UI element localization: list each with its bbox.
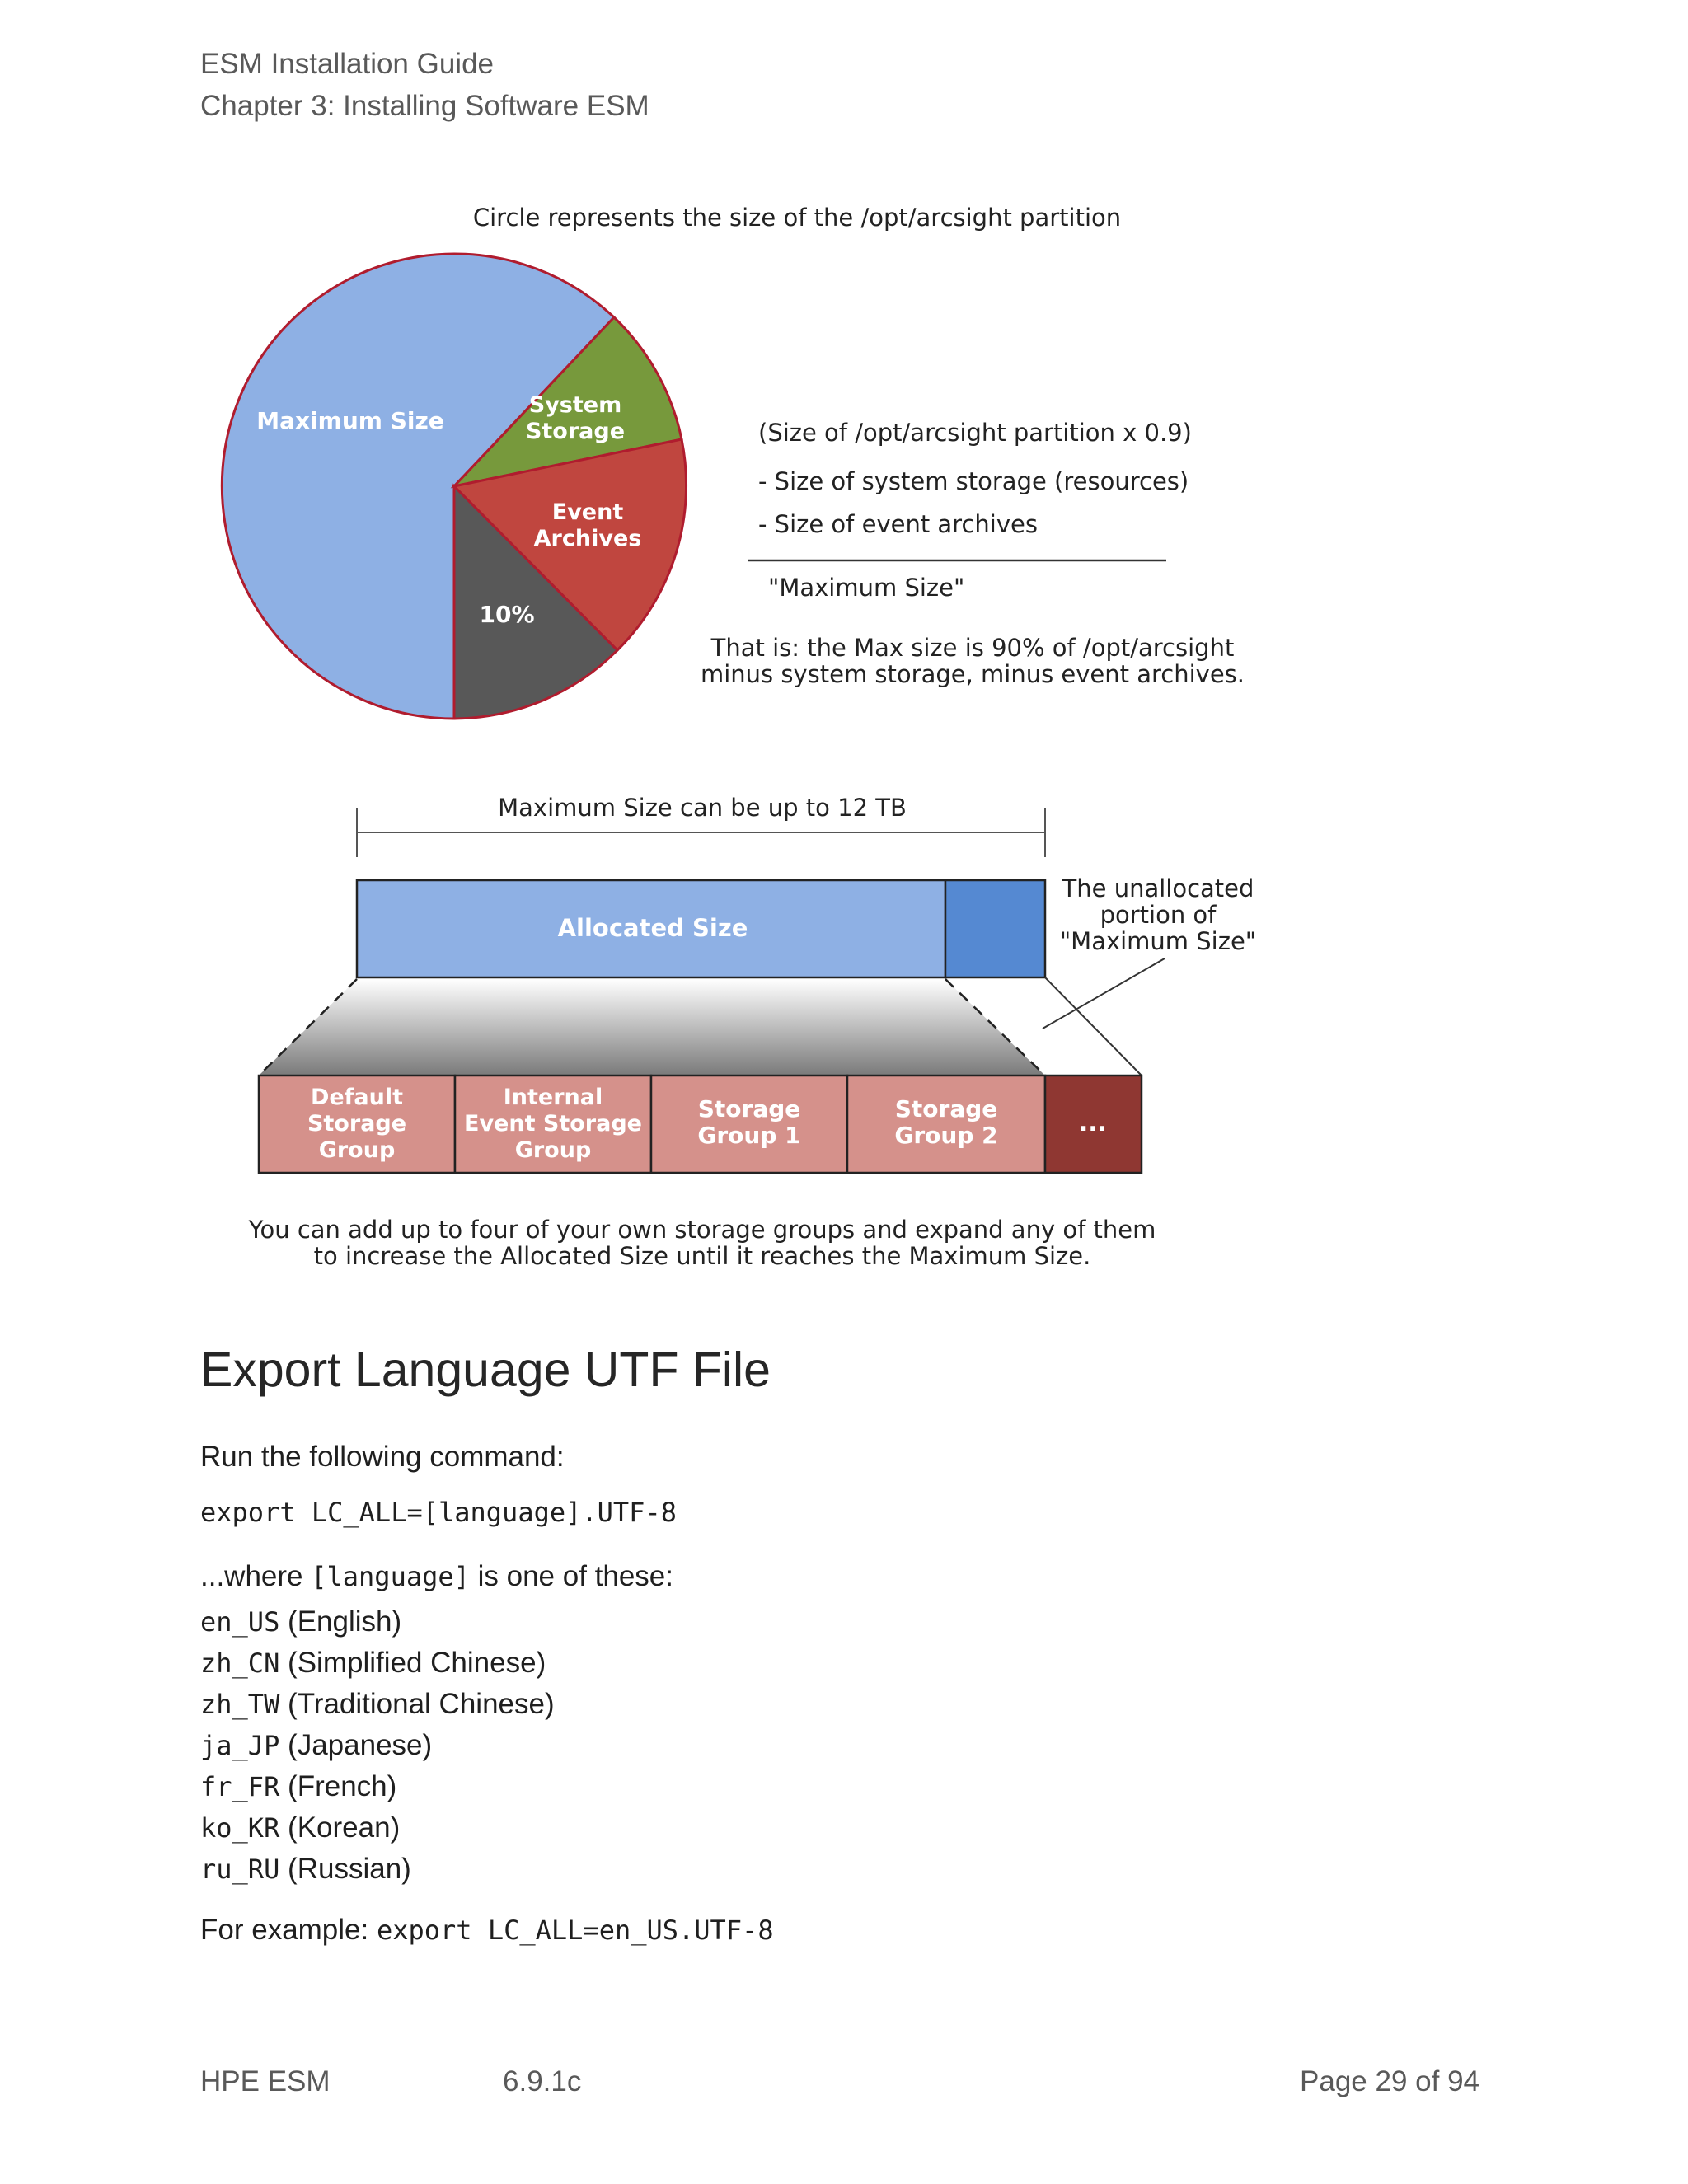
footer-version: 6.9.1c (503, 2065, 582, 2097)
language-name: (English) (279, 1605, 402, 1638)
list-item (200, 1807, 555, 1849)
max-size-span-label: Maximum Size can be up to 12 TB (498, 794, 907, 822)
footer-page-number: Page 29 of 94 (1300, 2065, 1479, 2097)
where-prefix: ...where (200, 1560, 312, 1592)
example-prefix: For example: (200, 1914, 377, 1946)
language-code: fr_FR (200, 1771, 280, 1802)
language-code: ru_RU (200, 1854, 280, 1885)
pie-label-maximum-size: Maximum Size (256, 407, 444, 434)
unallocated-note-3: "Maximum Size" (1059, 927, 1257, 955)
where-suffix: is one of these: (469, 1560, 673, 1592)
language-code: zh_CN (200, 1647, 280, 1679)
example-code: export LC_ALL=en_US.UTF-8 (376, 1915, 774, 1946)
figure-bottom-caption-2: to increase the Allocated Size until it reaches the Maximum Size. (313, 1242, 1091, 1270)
group-internal-label-2: Event Storage (464, 1111, 642, 1137)
pie-label-system-storage-2: Storage (525, 419, 626, 444)
expansion-fade (259, 979, 1045, 1076)
formula-explain-1: That is: the Max size is 90% of /opt/arcsight (710, 634, 1235, 662)
language-name: (Japanese) (279, 1729, 433, 1761)
where-code: [language] (311, 1561, 470, 1592)
language-name: (Korean) (279, 1811, 401, 1844)
group-default-label-1: Default (310, 1085, 404, 1110)
pie-caption: Circle represents the size of the /opt/arcsight partition (472, 204, 1122, 232)
list-item (200, 1601, 555, 1643)
language-code: en_US (200, 1606, 280, 1638)
list-item (200, 1725, 555, 1766)
pie-label-reserved: 10% (479, 601, 535, 628)
language-code: ko_KR (200, 1812, 280, 1844)
list-item (200, 1849, 555, 1890)
formula-line-1: (Size of /opt/arcsight partition x 0.9) (758, 419, 1192, 447)
language-name: (Simplified Chinese) (279, 1647, 546, 1679)
list-item (200, 1766, 555, 1807)
formula-line-3: - Size of event archives (758, 510, 1038, 538)
group-more-label: ... (1078, 1108, 1108, 1137)
where-text (200, 1560, 673, 1593)
group-internal-label-1: Internal (503, 1085, 603, 1110)
language-code: zh_TW (200, 1689, 280, 1720)
formula-explain-2: minus system storage, minus event archives. (700, 660, 1245, 688)
section-title: Export Language UTF File (200, 1343, 771, 1397)
unallocated-bar (945, 880, 1045, 977)
group-storage-1-label-1: Storage (697, 1095, 801, 1122)
formula-line-2: - Size of system storage (resources) (758, 467, 1189, 495)
pie-label-event-archives-1: Event (551, 499, 624, 525)
group-default-label-3: Group (318, 1137, 396, 1163)
footer-product: HPE ESM (200, 2065, 331, 2097)
language-name: (Russian) (279, 1853, 411, 1885)
intro-text: Run the following command: (200, 1441, 565, 1473)
language-list (200, 1601, 555, 1890)
example-text (200, 1914, 774, 1947)
pie-label-system-storage-1: System (528, 392, 622, 418)
unallocated-connector-left (1045, 977, 1142, 1076)
group-storage-2-label-2: Group 2 (894, 1122, 998, 1149)
unallocated-note-1: The unallocated (1062, 874, 1254, 902)
allocated-size-label: Allocated Size (557, 914, 748, 942)
list-item (200, 1684, 555, 1725)
unallocated-note-2: portion of (1100, 901, 1217, 929)
group-internal-label-3: Group (514, 1137, 592, 1163)
group-storage-2-label-1: Storage (894, 1095, 998, 1122)
group-storage-1-label-2: Group 1 (697, 1122, 801, 1149)
chapter-title: Chapter 3: Installing Software ESM (200, 90, 649, 122)
list-item (200, 1643, 555, 1684)
formula-result: "Maximum Size" (768, 574, 965, 602)
language-name: (French) (279, 1770, 397, 1802)
figure-bottom-caption-1: You can add up to four of your own storage groups and expand any of them (248, 1216, 1156, 1244)
pie-label-event-archives-2: Archives (533, 526, 642, 551)
language-code: ja_JP (200, 1730, 280, 1761)
guide-title: ESM Installation Guide (200, 48, 495, 80)
group-default-label-2: Storage (307, 1111, 407, 1137)
language-name: (Traditional Chinese) (279, 1688, 555, 1720)
command-code: export LC_ALL=[language].UTF-8 (200, 1497, 677, 1528)
